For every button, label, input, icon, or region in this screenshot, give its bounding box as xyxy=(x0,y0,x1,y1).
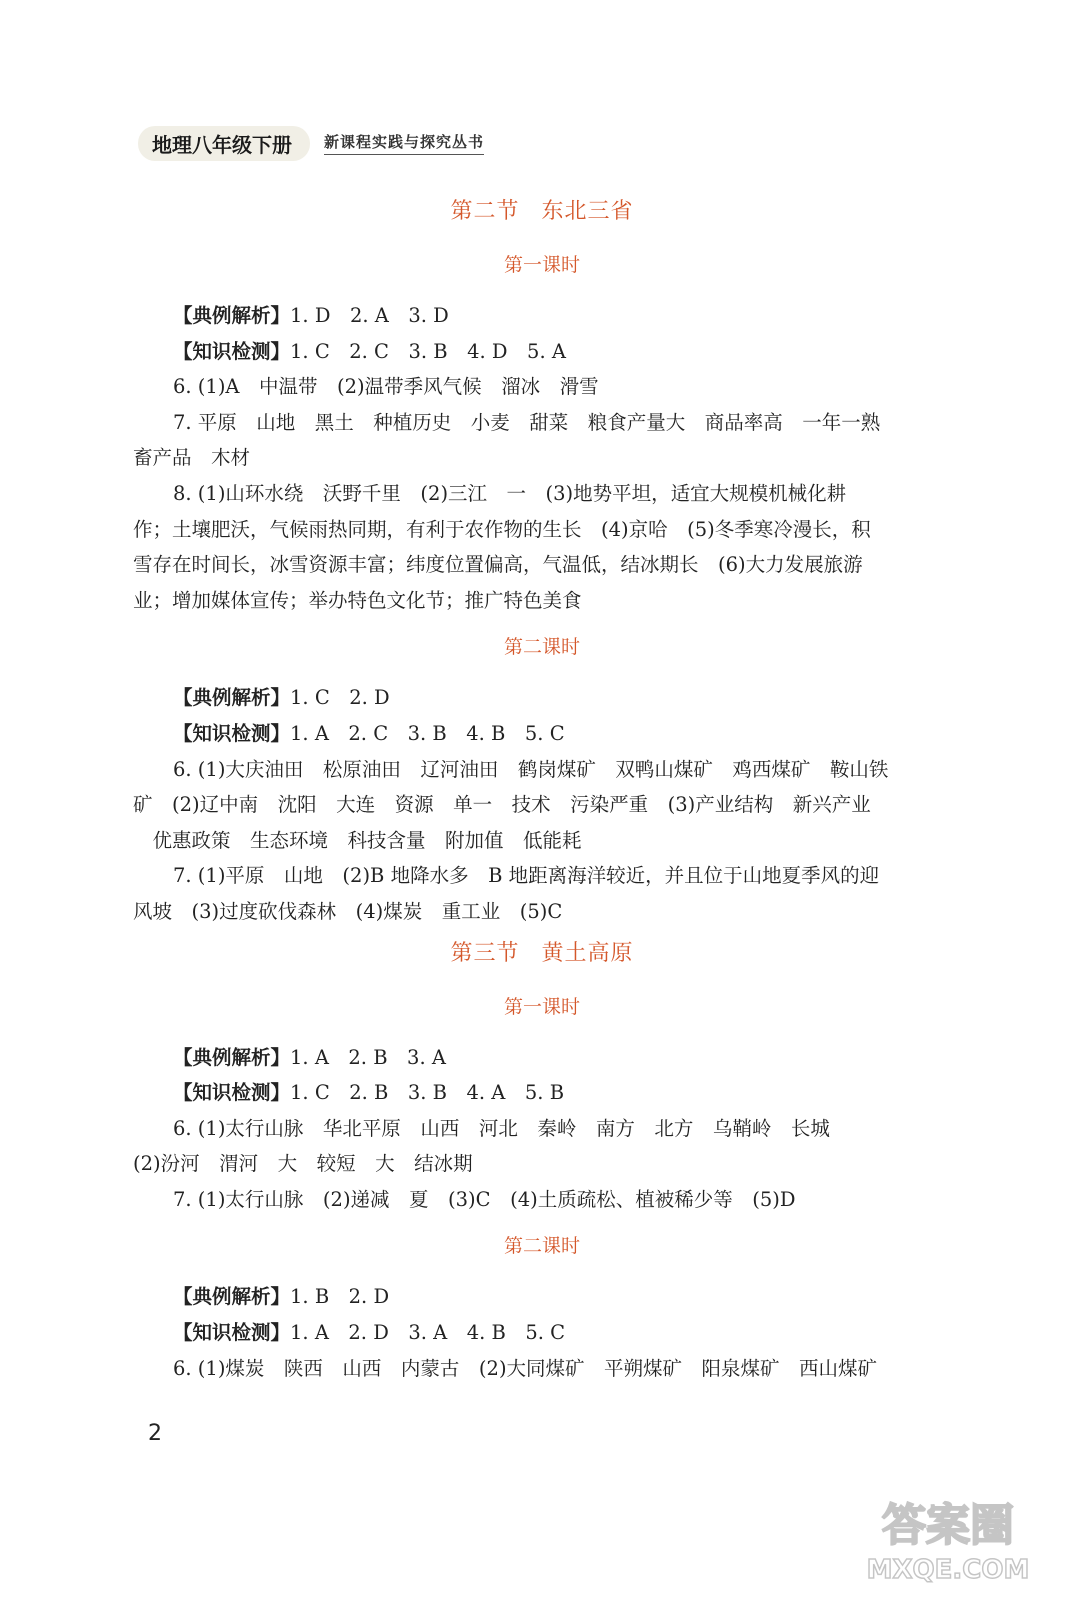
section-number: 第二节 xyxy=(450,199,520,224)
answer-tag: 【知识检测】 xyxy=(173,1321,291,1345)
lesson-title: 第一课时 xyxy=(503,995,580,1018)
answer-line xyxy=(133,440,951,476)
answer-line xyxy=(133,752,951,788)
lesson-title: 第二课时 xyxy=(503,636,580,659)
answer-line xyxy=(133,1279,951,1315)
section-name: 黄土高原 xyxy=(541,940,634,966)
answer-line xyxy=(133,512,951,548)
answer-line xyxy=(133,1351,951,1387)
answer-text: 雪存在时间长，冰雪资源丰富；纬度位置偏高，气温低，结冰期长 (6)大力发展旅游 xyxy=(133,553,863,577)
answer-text: 1. D 2. A 3. D xyxy=(290,304,449,327)
answer-line xyxy=(133,583,951,619)
answer-tag: 【典例解析】 xyxy=(173,686,291,710)
watermark-text: 答案圈 xyxy=(882,1500,1014,1551)
answer-text: 8. (1)山环水绕 沃野千里 (2)三江 一 (3)地势平坦，适宜大规模机械化耕 xyxy=(173,481,847,505)
answer-line xyxy=(133,547,951,583)
answer-tag: 【知识检测】 xyxy=(173,721,291,745)
answer-text: 7. 平原 山地 黑土 种植历史 小麦 甜菜 粮食产量大 商品率高 一年一熟 xyxy=(173,410,881,434)
answer-text: 优惠政策 生态环境 科技含量 附加值 低能耗 xyxy=(133,828,582,852)
lesson-title: 第二课时 xyxy=(503,1235,580,1258)
answer-text: 矿 (2)辽中南 沈阳 大连 资源 单一 技术 污染严重 (3)产业结构 新兴产业 xyxy=(133,793,871,817)
answer-text: 1. A 2. B 3. A xyxy=(290,1045,446,1069)
answer-line xyxy=(133,680,951,716)
answer-line xyxy=(133,716,951,752)
answer-tag: 【典例解析】 xyxy=(173,1285,291,1309)
answer-line xyxy=(133,369,951,405)
answer-text: 6. (1)太行山脉 华北平原 山西 河北 秦岭 南方 北方 乌鞘岭 长城 xyxy=(173,1116,830,1140)
answer-line xyxy=(133,858,951,894)
answer-text: 风坡 (3)过度砍伐森林 (4)煤炭 重工业 (5)C xyxy=(133,899,563,923)
page-number: 2 xyxy=(148,1421,162,1446)
answer-line xyxy=(133,1315,951,1351)
answer-tag: 【典例解析】 xyxy=(173,304,291,327)
lesson-title: 第一课时 xyxy=(503,254,580,276)
section-title xyxy=(133,930,951,978)
answer-line xyxy=(133,298,951,334)
answer-text: 1. B 2. D xyxy=(290,1285,390,1309)
answer-text: 1. A 2. D 3. A 4. B 5. C xyxy=(290,1321,566,1345)
answer-line xyxy=(133,1182,951,1218)
answer-tag: 【知识检测】 xyxy=(173,1081,291,1105)
answer-line xyxy=(133,476,951,512)
answer-text: 作；土壤肥沃，气候雨热同期，有利于农作物的生长 (4)京哈 (5)冬季寒冷漫长，积 xyxy=(133,517,871,541)
answer-line xyxy=(133,1146,951,1182)
answer-text: 6. (1)A 中温带 (2)温带季风气候 溜冰 滑雪 xyxy=(173,375,599,399)
section-title xyxy=(133,188,951,236)
answer-text: 1. C 2. C 3. B 4. D 5. A xyxy=(290,339,566,363)
answer-text: 7. (1)平原 山地 (2)B 地降水多 B 地距离海洋较近，并且位于山地夏季风的迎 xyxy=(173,864,880,888)
answer-text: 业；增加媒体宣传；举办特色文化节；推广特色美食 xyxy=(133,588,582,612)
answer-text: 6. (1)煤炭 陕西 山西 内蒙古 (2)大同煤矿 平朔煤矿 阳泉煤矿 西山煤矿 xyxy=(173,1356,878,1380)
answer-line xyxy=(133,1111,951,1147)
answer-line xyxy=(133,894,951,930)
watermark-url: MXQE.COM xyxy=(866,1555,1030,1585)
series-title: 新课程实践与探究丛书 xyxy=(324,131,484,155)
answer-tag: 【知识检测】 xyxy=(173,339,291,363)
answer-content xyxy=(133,188,951,1386)
watermark-logo xyxy=(848,1478,1048,1588)
answer-line xyxy=(133,823,951,859)
section-number: 第三节 xyxy=(450,940,520,966)
answer-text: 1. A 2. C 3. B 4. B 5. C xyxy=(290,721,565,745)
answer-line xyxy=(133,787,951,823)
answer-line xyxy=(133,1040,951,1076)
page-header xyxy=(138,126,484,160)
book-title: 地理八年级下册 xyxy=(138,126,310,161)
section-name: 东北三省 xyxy=(541,199,634,224)
answer-text: (2)汾河 渭河 大 较短 大 结冰期 xyxy=(133,1152,473,1176)
answer-tag: 【典例解析】 xyxy=(173,1045,291,1069)
answer-text: 畜产品 木材 xyxy=(133,446,251,470)
answer-text: 7. (1)太行山脉 (2)递减 夏 (3)C (4)土质疏松、植被稀少等 (5)D xyxy=(173,1187,796,1211)
answer-line xyxy=(133,334,951,370)
answer-text: 6. (1)大庆油田 松原油田 辽河油田 鹤岗煤矿 双鸭山煤矿 鸡西煤矿 鞍山铁 xyxy=(173,757,889,781)
answer-text: 1. C 2. B 3. B 4. A 5. B xyxy=(290,1081,565,1105)
answer-text: 1. C 2. D xyxy=(290,686,390,710)
answer-line xyxy=(133,1075,951,1111)
answer-line xyxy=(133,405,951,441)
